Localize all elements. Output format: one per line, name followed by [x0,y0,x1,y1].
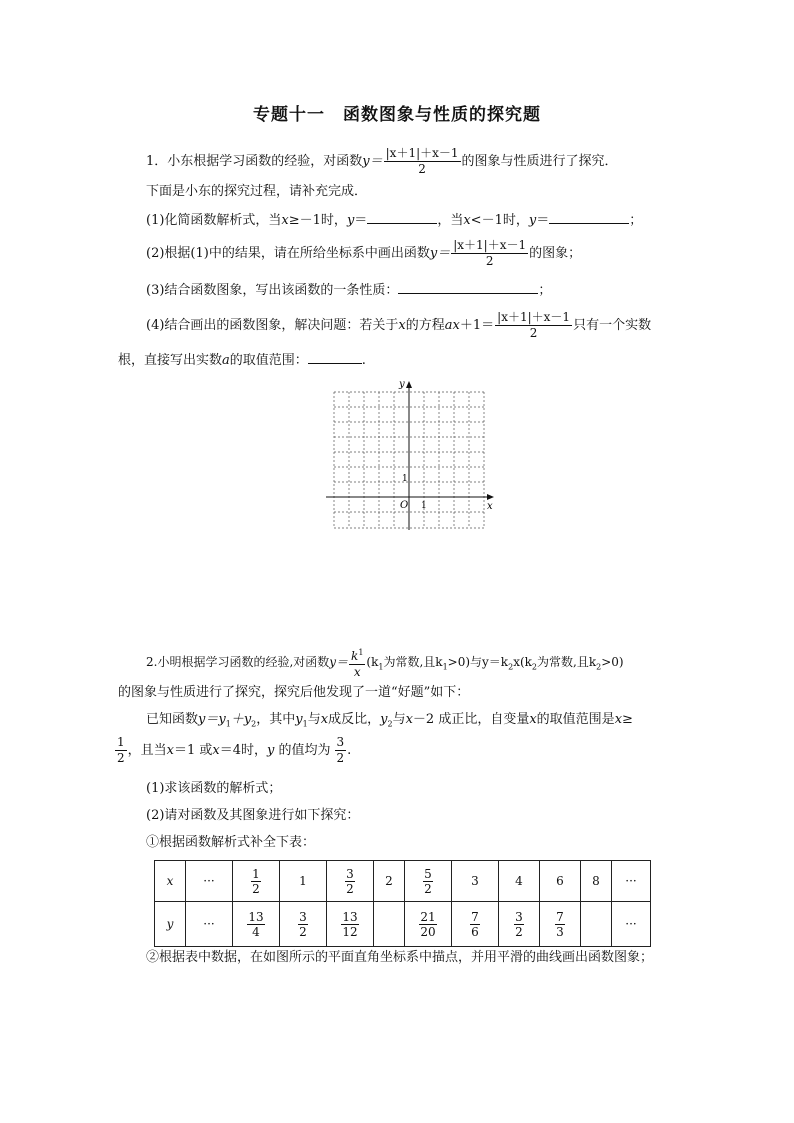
q2-line2: 的图象与性质进行了探究，探究后他发现了一道“好题”如下： [118,685,470,700]
coordinate-grid [322,378,498,534]
y-unit-label: 1 [402,474,408,484]
q2-part2-2: ②根据表中数据，在如图所示的平面直角坐标系中描点，并用平滑的曲线画出函数图象； [146,950,654,965]
x-cell: $\frac{1}{2}$ [233,861,280,902]
q2-line4: $\frac{1}{2}$ ，且当x＝1 或x＝4时，y 的值均为 $\frac{3}{2}$ . [117,735,352,765]
x-cell: $\frac{5}{2}$ [405,861,452,902]
y-cell: $\frac{7}{6}$ [452,902,499,947]
y-cell: $\frac{21}{20}$ [405,902,452,947]
answer-blank[interactable] [308,351,362,364]
x-axis-arrow-icon [487,494,494,500]
y-cell: ··· [612,902,651,947]
y-cell [374,902,405,947]
q1-part4: (4)结合画出的函数图象，解决问题：若关于x的方程ax＋1＝ $\frac{|x+1|+x-1}{2}$ 只有一个实数 [146,310,652,340]
y-cell: $\frac{3}{2}$ [280,902,327,947]
y-axis-label: y [399,379,405,390]
y-cell: $\frac{13}{4}$ [233,902,280,947]
q2-intro: 2.小明根据学习函数的经验,对函数y＝ $\frac{k^1}{x}$ ($k_1$为常数,且$k_1>0$)与$y=k_2x(k_2$为常数,且$k_2>0$) [146,645,624,680]
x-axis-label: x [487,501,493,512]
q1-part3: (3)结合函数图象，写出该函数的一条性质： ； [146,283,552,298]
q1-func-fraction: $\frac{|x+1|+x-1}{2}$ [385,146,459,176]
x-cell: $\frac{3}{2}$ [327,861,374,902]
page-title: 专题十一 函数图象与性质的探究题 [253,105,541,125]
q1-part4-line2: 根，直接写出实数a的取值范围： . [118,353,366,368]
table-row-y [155,902,651,947]
x-cell: 2 [374,861,405,902]
x-cell: ··· [186,861,233,902]
x-cell: ··· [612,861,651,902]
q2-part2-1: ①根据函数解析式补全下表： [146,835,316,850]
y-cell [581,902,612,947]
answer-blank[interactable] [549,211,629,224]
q2-part2: (2)请对函数及其图象进行如下探究： [146,808,360,823]
x-cell: x [155,861,186,902]
x-cell: 1 [280,861,327,902]
q1-intro: 1．小东根据学习函数的经验，对函数y＝ $\frac{|x+1|+x-1}{2}$ 的图象与性质进行了探究． [146,146,618,176]
answer-blank[interactable] [367,211,437,224]
q2-k-fraction: $\frac{k^1}{x}$ [349,645,365,680]
q2-line3: 已知函数$y=y_1+y_2$，其中$y_1$与x成反比，$y_2$与x－2 成正比，自变量x的取值范围是x≥ [146,712,633,729]
y-cell: $\frac{3}{2}$ [499,902,540,947]
x-cell: 4 [499,861,540,902]
x-cell: 6 [540,861,581,902]
x-unit-label: 1 [421,501,427,511]
y-cell: $\frac{13}{12}$ [327,902,374,947]
q2-half-fraction: $\frac{1}{2}$ [117,735,125,765]
answer-blank[interactable] [398,281,538,294]
q1-line2: 下面是小东的探究过程，请补充完成． [146,184,368,199]
q2-part1: (1)求该函数的解析式； [146,781,282,796]
axes [326,384,492,530]
q2-value-fraction: $\frac{3}{2}$ [336,735,345,765]
y-cell: ··· [186,902,233,947]
q1-func-fraction: $\frac{|x+1|+x-1}{2}$ [497,310,571,340]
q1-part2: (2)根据(1)中的结果，请在所给坐标系中画出函数y＝ $\frac{|x+1|+x-1}{2}$ 的图象； [146,238,582,268]
y-axis-arrow-icon [406,381,412,388]
x-cell: 8 [581,861,612,902]
q1-func-fraction: $\frac{|x+1|+x-1}{2}$ [453,238,527,268]
q1-part1: (1)化简函数解析式，当x≥－1时，y＝ ，当x<－1时，y＝ ； [146,213,643,228]
origin-label: O [400,500,409,511]
table-row-x [155,861,651,902]
value-table [154,860,651,947]
x-cell: 3 [452,861,499,902]
y-cell: y [155,902,186,947]
y-cell: $\frac{7}{3}$ [540,902,581,947]
